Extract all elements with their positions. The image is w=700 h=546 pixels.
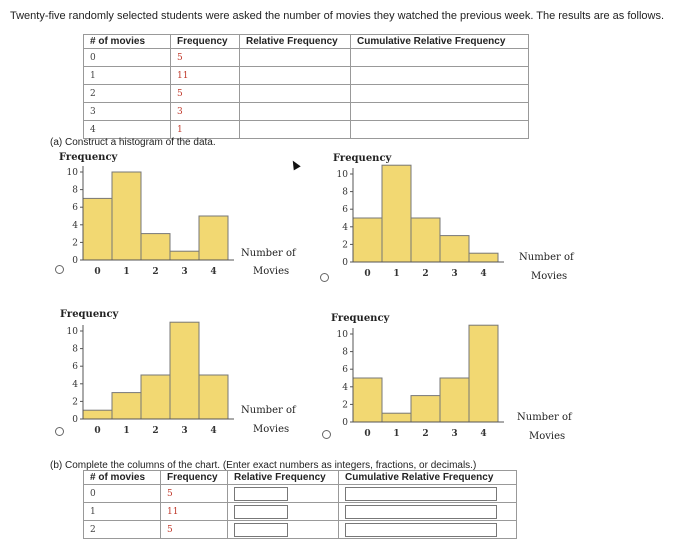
histogram-bar [199,216,228,260]
y-tick-label: 0 [72,256,78,266]
x-tick-label: 0 [94,426,101,436]
y-tick-label: 2 [72,397,78,408]
cumulative-cell [339,485,517,503]
relative-frequency-input[interactable] [234,523,288,537]
x-tick-label: 3 [451,429,458,439]
relative-frequency-cell [240,67,351,85]
y-axis-title: Frequency [60,309,119,320]
y-tick-label: 2 [72,238,78,249]
x-axis-label-line1: Number of [519,252,574,263]
table-row [84,103,529,121]
y-tick-label: 8 [342,347,348,358]
relative-frequency-cell [240,49,351,67]
histogram-bar [382,165,411,262]
cumulative-cell [339,521,517,539]
histogram-bar [112,172,141,260]
header-frequency: Frequency [161,471,228,485]
histogram-bar [411,396,440,422]
header-cumulative-relative-frequency: Cumulative Relative Frequency [351,35,529,49]
relative-frequency-cell [228,521,339,539]
x-tick-label: 4 [480,269,487,279]
histogram-bar [469,325,498,422]
part-b-label: (b) Complete the columns of the chart. (Enter exact numbers as integers, fractions, or decimals.) [50,460,477,471]
y-tick-label: 6 [72,362,78,373]
movies-cell: 1 [84,503,161,521]
histogram-bar [353,218,382,262]
relative-frequency-input[interactable] [234,487,288,501]
y-tick-label: 4 [342,222,348,233]
histogram-bar [469,253,498,262]
question-prompt: Twenty-five randomly selected students were asked the number of movies they watched the previous week. The results are as follows. [10,10,665,22]
header-frequency: Frequency [171,35,240,49]
histogram-option-c[interactable] [55,307,305,447]
histogram-bar [411,218,440,262]
x-tick-label: 4 [210,267,217,277]
table-row [84,503,517,521]
x-tick-label: 3 [181,426,188,436]
histogram-bar [170,251,199,260]
relative-frequency-cell [240,85,351,103]
part-a-label: (a) Construct a histogram of the data. [50,137,216,148]
relative-frequency-cell [228,485,339,503]
cumulative-cell [351,103,529,121]
table-row [84,67,529,85]
header-cumulative-relative-frequency: Cumulative Relative Frequency [339,471,517,485]
y-tick-label: 8 [342,187,348,198]
table-row [84,485,517,503]
table-row [84,121,529,139]
x-tick-label: 2 [152,426,159,436]
y-tick-label: 8 [72,344,78,355]
y-tick-label: 6 [342,365,348,376]
cumulative-cell [351,49,529,67]
y-axis-title: Frequency [331,313,390,324]
histogram-bar [83,410,112,419]
answer-table [83,470,517,539]
x-axis-label-line1: Number of [517,412,572,423]
frequency-cell: 3 [171,103,240,121]
x-axis-label-line2: Movies [531,271,568,282]
x-tick-label: 2 [422,269,429,279]
header-relative-frequency: Relative Frequency [240,35,351,49]
frequency-cell: 11 [171,67,240,85]
relative-frequency-input[interactable] [234,505,288,519]
given-frequency-table [83,34,529,139]
x-tick-label: 0 [94,267,101,277]
movies-cell: 4 [84,121,171,139]
cumulative-cell [339,503,517,521]
movies-cell: 1 [84,67,171,85]
frequency-cell: 1 [171,121,240,139]
relative-frequency-cell [240,103,351,121]
y-axis-title: Frequency [333,153,392,164]
y-tick-label: 10 [336,330,348,340]
x-axis-label-line1: Number of [241,405,296,416]
y-axis-title: Frequency [59,152,118,163]
x-axis-label-line2: Movies [253,424,290,435]
movies-cell: 2 [84,85,171,103]
y-tick-label: 0 [342,418,348,428]
y-tick-label: 0 [72,415,78,425]
cumulative-relative-frequency-input[interactable] [345,487,497,501]
y-tick-label: 0 [342,258,348,268]
y-tick-label: 10 [66,168,78,178]
x-tick-label: 2 [152,267,159,277]
y-tick-label: 2 [342,400,348,411]
movies-cell: 3 [84,103,171,121]
y-tick-label: 2 [342,240,348,251]
cumulative-cell [351,121,529,139]
cumulative-relative-frequency-input[interactable] [345,523,497,537]
y-tick-label: 4 [72,379,78,390]
x-tick-label: 2 [422,429,429,439]
header-relative-frequency: Relative Frequency [228,471,339,485]
cumulative-cell [351,67,529,85]
x-tick-label: 4 [480,429,487,439]
x-tick-label: 1 [123,267,130,277]
histogram-bar [112,393,141,419]
frequency-cell: 5 [171,49,240,67]
table-row [84,49,529,67]
header-movies: # of movies [84,471,161,485]
x-tick-label: 1 [393,429,400,439]
x-tick-label: 1 [393,269,400,279]
relative-frequency-cell [228,503,339,521]
x-axis-label-line2: Movies [253,266,290,277]
movies-cell: 0 [84,49,171,67]
y-tick-label: 10 [66,327,78,337]
cumulative-cell [351,85,529,103]
x-axis-label-line1: Number of [241,248,296,259]
histogram-bar [353,378,382,422]
x-tick-label: 0 [364,269,371,279]
histogram-bar [141,234,170,260]
movies-cell: 2 [84,521,161,539]
x-tick-label: 1 [123,426,130,436]
cumulative-relative-frequency-input[interactable] [345,505,497,519]
frequency-cell: 11 [161,503,228,521]
histogram-bar [382,413,411,422]
frequency-cell: 5 [161,485,228,503]
histogram-option-b[interactable] [325,150,585,290]
y-tick-label: 6 [342,205,348,216]
x-tick-label: 0 [364,429,371,439]
histogram-bar [440,236,469,262]
histogram-bar [199,375,228,419]
y-tick-label: 10 [336,170,348,180]
table-row [84,521,517,539]
table-row [84,85,529,103]
relative-frequency-cell [240,121,351,139]
histogram-canvas [325,310,575,450]
frequency-cell: 5 [171,85,240,103]
histogram-canvas [325,150,575,290]
histogram-bar [83,198,112,260]
movies-cell: 0 [84,485,161,503]
y-tick-label: 6 [72,203,78,214]
histogram-option-d[interactable] [325,310,585,450]
histogram-option-a[interactable] [55,148,305,288]
histogram-bar [141,375,170,419]
header-movies: # of movies [84,35,171,49]
frequency-cell: 5 [161,521,228,539]
x-tick-label: 3 [181,267,188,277]
x-axis-label-line2: Movies [529,431,566,442]
y-tick-label: 4 [342,382,348,393]
x-tick-label: 4 [210,426,217,436]
x-tick-label: 3 [451,269,458,279]
y-tick-label: 4 [72,220,78,231]
histogram-bar [170,322,199,419]
histogram-bar [440,378,469,422]
y-tick-label: 8 [72,185,78,196]
